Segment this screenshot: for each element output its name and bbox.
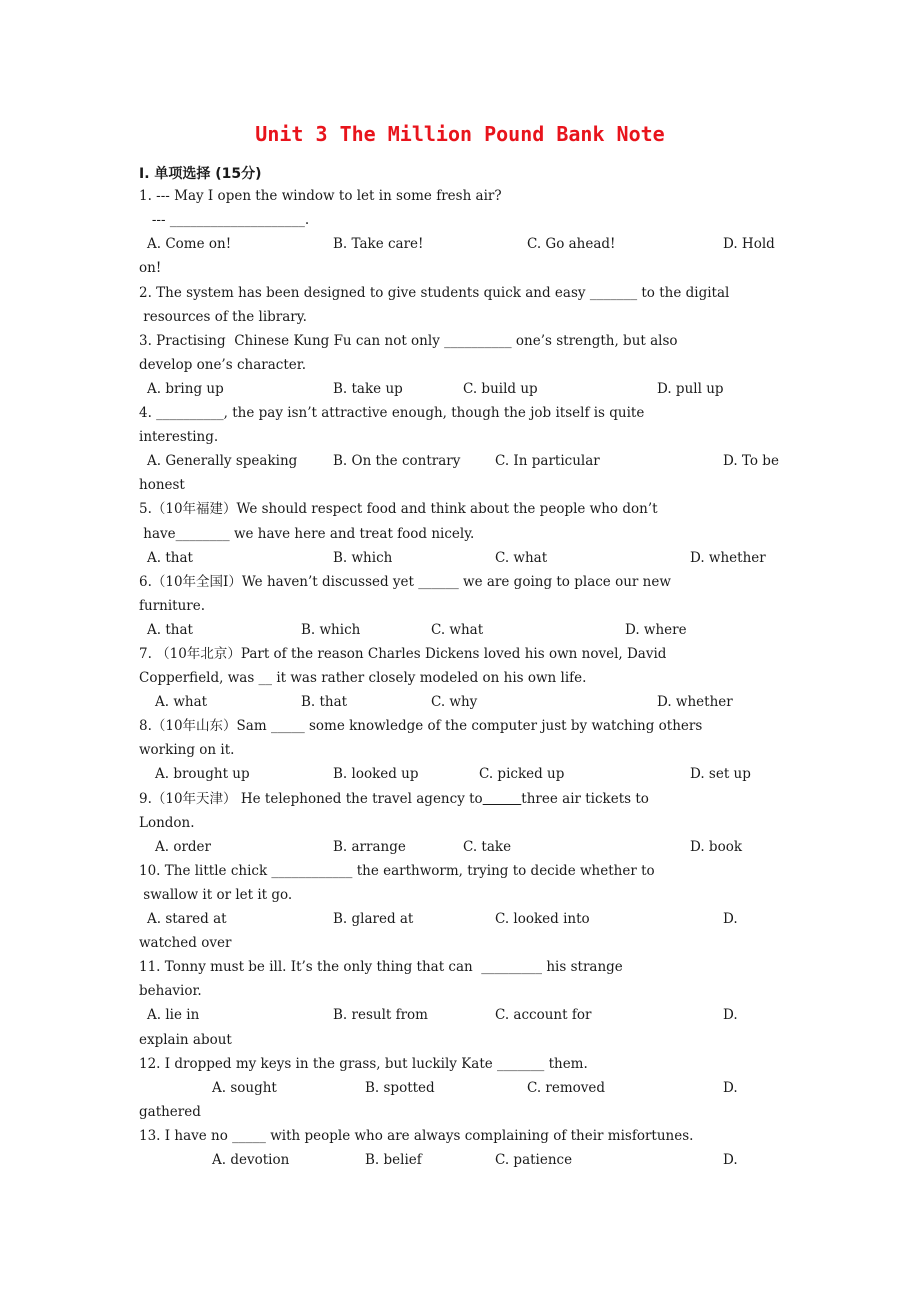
question-13-stem: 13. I have no _____ with people who are always complaining of their misfortunes. — [139, 1128, 694, 1144]
question-3-stem: 3. Practising Chinese Kung Fu can not only __________ one’s strength, but also — [139, 333, 678, 349]
q5-option-b: B. which — [333, 550, 393, 566]
q6-option-a: A. that — [147, 622, 193, 638]
question-8-stem-cont: working on it. — [139, 742, 235, 758]
q12-option-d: D. — [723, 1080, 738, 1096]
q12-option-d-wrap: gathered — [139, 1104, 201, 1120]
question-9-stem-cont: London. — [139, 815, 195, 831]
q5-option-d: D. whether — [690, 550, 766, 566]
question-1-stem: 1. --- May I open the window to let in some fresh air? — [139, 188, 502, 204]
question-6-stem-cont: furniture. — [139, 598, 206, 614]
question-7-stem: 7. （10年北京）Part of the reason Charles Dickens loved his own novel, David — [139, 646, 667, 662]
q3-option-c: C. build up — [463, 381, 538, 397]
q3-option-d: D. pull up — [657, 381, 724, 397]
question-11-stem: 11. Tonny must be ill. It’s the only thing that can _________ his strange — [139, 959, 623, 975]
question-4-stem: 4. __________, the pay isn’t attractive enough, though the job itself is quite — [139, 405, 645, 421]
q9-option-c: C. take — [463, 839, 512, 855]
q11-option-b: B. result from — [333, 1007, 428, 1023]
question-9-stem — [139, 790, 649, 808]
question-9-stem-end: three air tickets to — [521, 791, 649, 807]
q7-option-a: A. what — [155, 694, 208, 710]
q7-option-d: D. whether — [657, 694, 733, 710]
q11-option-d-wrap: explain about — [139, 1032, 232, 1048]
question-2-stem: 2. The system has been designed to give students quick and easy _______ to the digital — [139, 285, 730, 301]
q13-option-c: C. patience — [495, 1152, 573, 1168]
question-10-stem: 10. The little chick ____________ the earthworm, trying to decide whether to — [139, 863, 655, 879]
q1-option-d-wrap: on! — [139, 260, 162, 276]
section-heading: I. 单项选择 (15分) — [139, 166, 262, 182]
q9-option-b: B. arrange — [333, 839, 406, 855]
q13-option-d: D. — [723, 1152, 738, 1168]
q5-option-c: C. what — [495, 550, 548, 566]
question-10-stem-cont: swallow it or let it go. — [139, 887, 293, 903]
question-6-stem: 6.（10年全国Ⅰ）We haven’t discussed yet ______ we are going to place our new — [139, 574, 671, 590]
question-9-stem-start: 9.（10年天津） He telephoned the travel agency to — [139, 791, 483, 807]
q11-option-c: C. account for — [495, 1007, 592, 1023]
q8-option-c: C. picked up — [479, 766, 565, 782]
q12-option-b: B. spotted — [365, 1080, 435, 1096]
question-11-stem-cont: behavior. — [139, 983, 202, 999]
q4-option-c: C. In particular — [495, 453, 600, 469]
q13-option-b: B. belief — [365, 1152, 422, 1168]
question-5-stem: 5.（10年福建）We should respect food and think about the people who don’t — [139, 501, 658, 517]
q10-option-d: D. — [723, 911, 738, 927]
question-7-stem-cont: Copperfield, was __ it was rather closely modeled on his own life. — [139, 670, 587, 686]
question-8-stem: 8.（10年山东）Sam _____ some knowledge of the computer just by watching others — [139, 718, 703, 734]
q1-option-b: B. Take care! — [333, 236, 424, 252]
q10-option-b: B. glared at — [333, 911, 414, 927]
question-4-stem-cont: interesting. — [139, 429, 219, 445]
page-title: Unit 3 The Million Pound Bank Note — [255, 122, 665, 146]
q11-option-d: D. — [723, 1007, 738, 1023]
q4-option-a: A. Generally speaking — [147, 453, 298, 469]
q4-option-d-wrap: honest — [139, 477, 185, 493]
q5-option-a: A. that — [147, 550, 193, 566]
q9-option-a: A. order — [155, 839, 211, 855]
q7-option-b: B. that — [301, 694, 348, 710]
q8-option-b: B. looked up — [333, 766, 419, 782]
q10-option-d-wrap: watched over — [139, 935, 232, 951]
q9-option-d: D. book — [690, 839, 743, 855]
q10-option-a: A. stared at — [147, 911, 227, 927]
question-1-answer-line: --- ____________________. — [139, 212, 310, 228]
q6-option-d: D. where — [625, 622, 687, 638]
q4-option-d: D. To be — [723, 453, 779, 469]
q13-option-a: A. devotion — [212, 1152, 290, 1168]
q1-option-a: A. Come on! — [147, 236, 232, 252]
q3-option-b: B. take up — [333, 381, 403, 397]
q1-option-c: C. Go ahead! — [527, 236, 616, 252]
q12-option-a: A. sought — [212, 1080, 277, 1096]
q12-option-c: C. removed — [527, 1080, 606, 1096]
q3-option-a: A. bring up — [147, 381, 224, 397]
q8-option-d: D. set up — [690, 766, 751, 782]
question-12-stem: 12. I dropped my keys in the grass, but luckily Kate _______ them. — [139, 1056, 588, 1072]
question-3-stem-cont: develop one’s character. — [139, 357, 306, 373]
q8-option-a: A. brought up — [155, 766, 250, 782]
q6-option-c: C. what — [431, 622, 484, 638]
q11-option-a: A. lie in — [147, 1007, 200, 1023]
q1-option-d: D. Hold — [723, 236, 775, 252]
question-5-stem-cont: have________ we have here and treat food nicely. — [139, 526, 475, 542]
q10-option-c: C. looked into — [495, 911, 590, 927]
question-2-stem-cont: resources of the library. — [139, 309, 307, 325]
question-9-blank — [483, 791, 522, 807]
q4-option-b: B. On the contrary — [333, 453, 461, 469]
q6-option-b: B. which — [301, 622, 361, 638]
q7-option-c: C. why — [431, 694, 478, 710]
